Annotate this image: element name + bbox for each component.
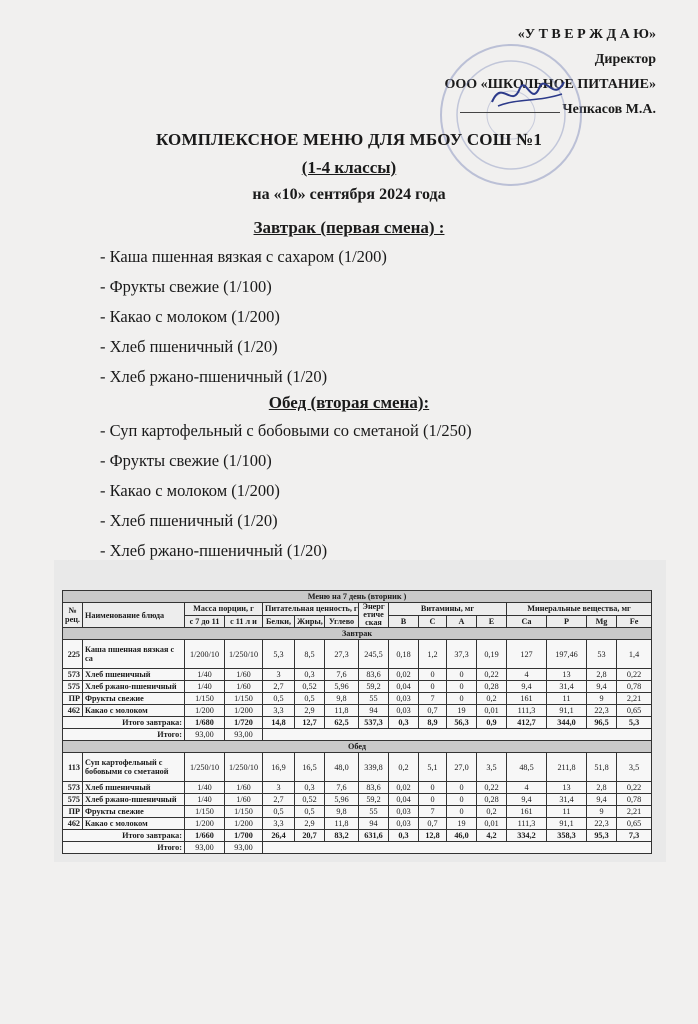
table-row — [63, 753, 652, 782]
col-header-p: Р — [547, 615, 587, 628]
table-cell: 0,3 — [295, 782, 325, 794]
table-cell: 197,46 — [547, 640, 587, 669]
table-cell: 16,9 — [263, 753, 295, 782]
table-cell: 245,5 — [359, 640, 389, 669]
table-cell: 1/40 — [185, 794, 225, 806]
table-cell: 2,8 — [587, 782, 617, 794]
table-group-row — [63, 741, 652, 753]
table-cell: 1/250/10 — [185, 753, 225, 782]
table-cell: 0,28 — [477, 681, 507, 693]
cell-dish-name: Хлеб ржано-пшеничный — [83, 794, 185, 806]
col-header-vit-e: Е — [477, 615, 507, 628]
table-cell: 2,8 — [587, 669, 617, 681]
signature-line — [460, 112, 560, 113]
table-cell: 19 — [447, 818, 477, 830]
table-cell: 0,03 — [389, 693, 419, 705]
total-cell: 96,5 — [587, 717, 617, 729]
table-cell: 1/200/10 — [185, 640, 225, 669]
table-header-row — [63, 603, 652, 616]
table-cell: 0,22 — [617, 669, 652, 681]
table-row — [63, 782, 652, 794]
table-cell: 1/200 — [225, 818, 263, 830]
cell-dish-name: Какао с молоком — [83, 705, 185, 717]
list-item: - Хлеб ржано-пшеничный (1/20) — [100, 367, 328, 386]
sum-cell: 93,00 — [225, 729, 263, 741]
total-cell: 1/660 — [185, 830, 225, 842]
approval-organization: ООО «ШКОЛЬНОЕ ПИТАНИЕ» — [444, 77, 656, 92]
col-header-vit-a: А — [447, 615, 477, 628]
table-cell: 9,4 — [587, 794, 617, 806]
cell-dish-name: Суп картофельный с бобовыми со сметаной — [83, 753, 185, 782]
table-cell: 1/40 — [185, 681, 225, 693]
table-row — [63, 681, 652, 693]
group-label-lunch: Обед — [63, 741, 652, 753]
table-row — [63, 794, 652, 806]
total-cell: 26,4 — [263, 830, 295, 842]
table-sum-row — [63, 842, 652, 854]
table-cell: 9,4 — [507, 681, 547, 693]
total-cell: 56,3 — [447, 717, 477, 729]
table-cell: 3 — [263, 669, 295, 681]
table-cell: 3,3 — [263, 705, 295, 717]
total-cell: 14,8 — [263, 717, 295, 729]
list-item: - Фрукты свежие (1/100) — [100, 451, 272, 470]
table-cell: 2,7 — [263, 794, 295, 806]
table-cell: 9 — [587, 806, 617, 818]
table-cell: 0,01 — [477, 818, 507, 830]
table-cell: 1/150 — [185, 693, 225, 705]
table-cell: 1/60 — [225, 782, 263, 794]
col-header-minerals: Минеральные вещества, мг — [507, 603, 652, 616]
table-cell: 0,04 — [389, 794, 419, 806]
breakfast-list — [100, 242, 387, 392]
table-cell: 91,1 — [547, 705, 587, 717]
table-cell: 0,52 — [295, 681, 325, 693]
table-cell: 37,3 — [447, 640, 477, 669]
table-cell: 94 — [359, 705, 389, 717]
table-cell: 0,22 — [477, 782, 507, 794]
total-cell: 7,3 — [617, 830, 652, 842]
lunch-list — [100, 416, 472, 566]
table-cell: 0,5 — [295, 693, 325, 705]
total-cell: 334,2 — [507, 830, 547, 842]
col-header-age2: с 11 л и — [225, 615, 263, 628]
table-cell: 1,4 — [617, 640, 652, 669]
table-row — [63, 669, 652, 681]
table-cell: 5,96 — [325, 794, 359, 806]
table-cell: 1/250/10 — [225, 640, 263, 669]
total-cell: 358,3 — [547, 830, 587, 842]
total-cell: 1/720 — [225, 717, 263, 729]
list-item: - Хлеб пшеничный (1/20) — [100, 511, 278, 530]
total-cell: 4,2 — [477, 830, 507, 842]
table-cell: 3,3 — [263, 818, 295, 830]
table-cell: 0,2 — [477, 693, 507, 705]
table-cell: 8,5 — [295, 640, 325, 669]
table-cell: 9,4 — [507, 794, 547, 806]
table-cell: 9,4 — [587, 681, 617, 693]
table-cell: 0 — [419, 669, 447, 681]
cell-rec-number: 462 — [63, 818, 83, 830]
table-cell: 5,1 — [419, 753, 447, 782]
table-cell: 16,5 — [295, 753, 325, 782]
group-label-breakfast: Завтрак — [63, 628, 652, 640]
table-cell: 0,78 — [617, 794, 652, 806]
table-cell: 0,3 — [295, 669, 325, 681]
table-cell: 0 — [447, 806, 477, 818]
table-cell: 0,5 — [295, 806, 325, 818]
total-cell: 1/700 — [225, 830, 263, 842]
cell-dish-name: Каша пшенная вязкая с са — [83, 640, 185, 669]
cell-rec-number: 575 — [63, 681, 83, 693]
table-cell: 1/200 — [185, 818, 225, 830]
total-cell: 20,7 — [295, 830, 325, 842]
table-cell: 7 — [419, 806, 447, 818]
sum-cell: 93,00 — [225, 842, 263, 854]
empty-cell — [263, 842, 652, 854]
table-cell: 1/200 — [185, 705, 225, 717]
col-header-rec: № рец. — [63, 603, 83, 628]
table-cell: 0 — [447, 693, 477, 705]
table-cell: 83,6 — [359, 782, 389, 794]
list-item: - Какао с молоком (1/200) — [100, 307, 280, 326]
table-cell: 1/60 — [225, 681, 263, 693]
col-header-vitamins: Витамины, мг — [389, 603, 507, 616]
table-cell: 2,21 — [617, 806, 652, 818]
table-cell: 59,2 — [359, 681, 389, 693]
table-cell: 1/150 — [225, 806, 263, 818]
lunch-title: Обед (вторая смена): — [268, 393, 430, 412]
cell-rec-number: 575 — [63, 794, 83, 806]
approval-signer: Чепкасов М.А. — [562, 102, 656, 117]
total-cell: 0,9 — [477, 717, 507, 729]
table-cell: 53 — [587, 640, 617, 669]
table-cell: 48,5 — [507, 753, 547, 782]
table-cell: 27,3 — [325, 640, 359, 669]
table-row — [63, 693, 652, 705]
table-cell: 31,4 — [547, 794, 587, 806]
col-header-protein: Белки, — [263, 615, 295, 628]
table-cell: 111,3 — [507, 705, 547, 717]
table-cell: 13 — [547, 782, 587, 794]
table-cell: 161 — [507, 693, 547, 705]
total-cell: 537,3 — [359, 717, 389, 729]
table-cell: 0,2 — [389, 753, 419, 782]
table-cell: 0,65 — [617, 705, 652, 717]
table-cell: 0,03 — [389, 818, 419, 830]
table-total-row — [63, 717, 652, 729]
table-cell: 91,1 — [547, 818, 587, 830]
table-cell: 127 — [507, 640, 547, 669]
table-cell: 0 — [447, 782, 477, 794]
table-cell: 4 — [507, 669, 547, 681]
table-total-row — [63, 830, 652, 842]
table-cell: 11,8 — [325, 705, 359, 717]
table-row — [63, 705, 652, 717]
col-header-mg: Mg — [587, 615, 617, 628]
total-cell: 412,7 — [507, 717, 547, 729]
col-header-name: Наименование блюда — [83, 603, 185, 628]
total-cell: 12,8 — [419, 830, 447, 842]
table-cell: 0,18 — [389, 640, 419, 669]
table-cell: 0,7 — [419, 705, 447, 717]
cell-rec-number: 573 — [63, 669, 83, 681]
cell-rec-number: ПР — [63, 693, 83, 705]
table-cell: 13 — [547, 669, 587, 681]
table-cell: 0,65 — [617, 818, 652, 830]
table-cell: 0,22 — [477, 669, 507, 681]
table-cell: 0 — [447, 681, 477, 693]
table-caption-row — [63, 591, 652, 603]
lunch-rows — [63, 753, 652, 830]
cell-dish-name: Фрукты свежие — [83, 806, 185, 818]
table-cell: 1/250/10 — [225, 753, 263, 782]
cell-dish-name: Какао с молоком — [83, 818, 185, 830]
total-cell: 0,3 — [389, 830, 419, 842]
table-cell: 0 — [447, 794, 477, 806]
col-header-vit-c: С — [419, 615, 447, 628]
table-cell: 11 — [547, 806, 587, 818]
col-header-energy: Энерг етиче ская — [359, 603, 389, 628]
breakfast-title: Завтрак (первая смена) : — [253, 218, 445, 237]
menu-date: на «10» сентября 2024 года — [252, 186, 446, 203]
table-cell: 0,2 — [477, 806, 507, 818]
table-cell: 0,22 — [617, 782, 652, 794]
col-header-carbs: Углево — [325, 615, 359, 628]
table-cell: 9,8 — [325, 693, 359, 705]
sum-label: Итого: — [63, 842, 185, 854]
table-cell: 0 — [447, 669, 477, 681]
nutrition-table — [62, 590, 652, 854]
empty-cell — [263, 729, 652, 741]
table-cell: 19 — [447, 705, 477, 717]
total-cell: 5,3 — [617, 717, 652, 729]
list-item: - Фрукты свежие (1/100) — [100, 277, 272, 296]
table-cell: 0,03 — [389, 705, 419, 717]
table-cell: 161 — [507, 806, 547, 818]
approval-position: Директор — [594, 52, 656, 67]
table-cell: 0 — [419, 782, 447, 794]
total-cell: 83,2 — [325, 830, 359, 842]
table-cell: 9,8 — [325, 806, 359, 818]
table-cell: 0,02 — [389, 669, 419, 681]
cell-dish-name: Хлеб пшеничный — [83, 669, 185, 681]
table-cell: 0,02 — [389, 782, 419, 794]
table-cell: 31,4 — [547, 681, 587, 693]
total-label: Итого завтрака: — [63, 830, 185, 842]
cell-rec-number: 225 — [63, 640, 83, 669]
cell-rec-number: ПР — [63, 806, 83, 818]
cell-dish-name: Хлеб ржано-пшеничный — [83, 681, 185, 693]
table-cell: 59,2 — [359, 794, 389, 806]
table-cell: 5,3 — [263, 640, 295, 669]
table-cell: 11 — [547, 693, 587, 705]
table-cell: 22,3 — [587, 705, 617, 717]
table-cell: 1/40 — [185, 669, 225, 681]
table-cell: 9 — [587, 693, 617, 705]
sum-cell: 93,00 — [185, 842, 225, 854]
total-cell: 1/680 — [185, 717, 225, 729]
total-label: Итого завтрака: — [63, 717, 185, 729]
table-cell: 0,78 — [617, 681, 652, 693]
total-cell: 8,9 — [419, 717, 447, 729]
total-cell: 344,0 — [547, 717, 587, 729]
signature — [488, 72, 568, 114]
table-cell: 1/40 — [185, 782, 225, 794]
table-cell: 0,5 — [263, 693, 295, 705]
col-header-mass: Масса порции, г — [185, 603, 263, 616]
table-cell: 1/60 — [225, 794, 263, 806]
table-cell: 111,3 — [507, 818, 547, 830]
cell-rec-number: 462 — [63, 705, 83, 717]
col-header-fat: Жиры, — [295, 615, 325, 628]
table-cell: 3,5 — [477, 753, 507, 782]
total-cell: 62,5 — [325, 717, 359, 729]
table-cell: 27,0 — [447, 753, 477, 782]
table-cell: 0 — [419, 794, 447, 806]
table-cell: 1/150 — [225, 693, 263, 705]
table-cell: 5,96 — [325, 681, 359, 693]
nutrition-table-wrapper — [62, 590, 651, 854]
list-item: - Хлеб пшеничный (1/20) — [100, 337, 278, 356]
table-cell: 1,2 — [419, 640, 447, 669]
table-sum-row — [63, 729, 652, 741]
sum-cell: 93,00 — [185, 729, 225, 741]
table-cell: 0,5 — [263, 806, 295, 818]
col-header-nutrition: Питательная ценность, г — [263, 603, 359, 616]
table-cell: 339,8 — [359, 753, 389, 782]
total-cell: 12,7 — [295, 717, 325, 729]
table-cell: 0,7 — [419, 818, 447, 830]
table-cell: 1/150 — [185, 806, 225, 818]
table-caption: Меню на 7 день (вторник ) — [63, 591, 652, 603]
table-cell: 7 — [419, 693, 447, 705]
col-header-age1: с 7 до 11 — [185, 615, 225, 628]
table-group-row — [63, 628, 652, 640]
table-cell: 94 — [359, 818, 389, 830]
table-cell: 1/200 — [225, 705, 263, 717]
table-cell: 22,3 — [587, 818, 617, 830]
sum-label: Итого: — [63, 729, 185, 741]
table-row — [63, 806, 652, 818]
menu-title: КОМПЛЕКСНОЕ МЕНЮ ДЛЯ МБОУ СОШ №1 — [155, 130, 543, 149]
col-header-vit-b: В — [389, 615, 419, 628]
grades-subtitle: (1-4 классы) — [301, 158, 397, 177]
approval-heading: «У Т В Е Р Ж Д А Ю» — [517, 27, 656, 42]
breakfast-rows — [63, 640, 652, 717]
table-cell: 7,6 — [325, 782, 359, 794]
table-cell: 2,9 — [295, 705, 325, 717]
table-row — [63, 640, 652, 669]
table-cell: 1/60 — [225, 669, 263, 681]
list-item: - Каша пшенная вязкая с сахаром (1/200) — [100, 247, 387, 266]
col-header-ca: Са — [507, 615, 547, 628]
table-cell: 0,04 — [389, 681, 419, 693]
table-cell: 7,6 — [325, 669, 359, 681]
table-cell: 4 — [507, 782, 547, 794]
total-cell: 631,6 — [359, 830, 389, 842]
table-cell: 3,5 — [617, 753, 652, 782]
col-header-fe: Fe — [617, 615, 652, 628]
table-cell: 11,8 — [325, 818, 359, 830]
table-cell: 2,7 — [263, 681, 295, 693]
table-row — [63, 818, 652, 830]
table-cell: 3 — [263, 782, 295, 794]
table-cell: 51,8 — [587, 753, 617, 782]
cell-rec-number: 113 — [63, 753, 83, 782]
table-cell: 2,9 — [295, 818, 325, 830]
table-cell: 0,03 — [389, 806, 419, 818]
table-cell: 55 — [359, 693, 389, 705]
table-cell: 55 — [359, 806, 389, 818]
total-cell: 46,0 — [447, 830, 477, 842]
table-cell: 0,52 — [295, 794, 325, 806]
table-cell: 0,28 — [477, 794, 507, 806]
table-cell: 0,01 — [477, 705, 507, 717]
cell-dish-name: Хлеб пшеничный — [83, 782, 185, 794]
total-cell: 0,3 — [389, 717, 419, 729]
table-cell: 2,21 — [617, 693, 652, 705]
table-cell: 211,8 — [547, 753, 587, 782]
list-item: - Хлеб ржано-пшеничный (1/20) — [100, 541, 328, 560]
table-cell: 48,0 — [325, 753, 359, 782]
list-item: - Суп картофельный с бобовыми со сметаной (1/250) — [100, 421, 472, 440]
total-cell: 95,3 — [587, 830, 617, 842]
table-cell: 0 — [419, 681, 447, 693]
cell-dish-name: Фрукты свежие — [83, 693, 185, 705]
table-cell: 0,19 — [477, 640, 507, 669]
cell-rec-number: 573 — [63, 782, 83, 794]
list-item: - Какао с молоком (1/200) — [100, 481, 280, 500]
table-cell: 83,6 — [359, 669, 389, 681]
